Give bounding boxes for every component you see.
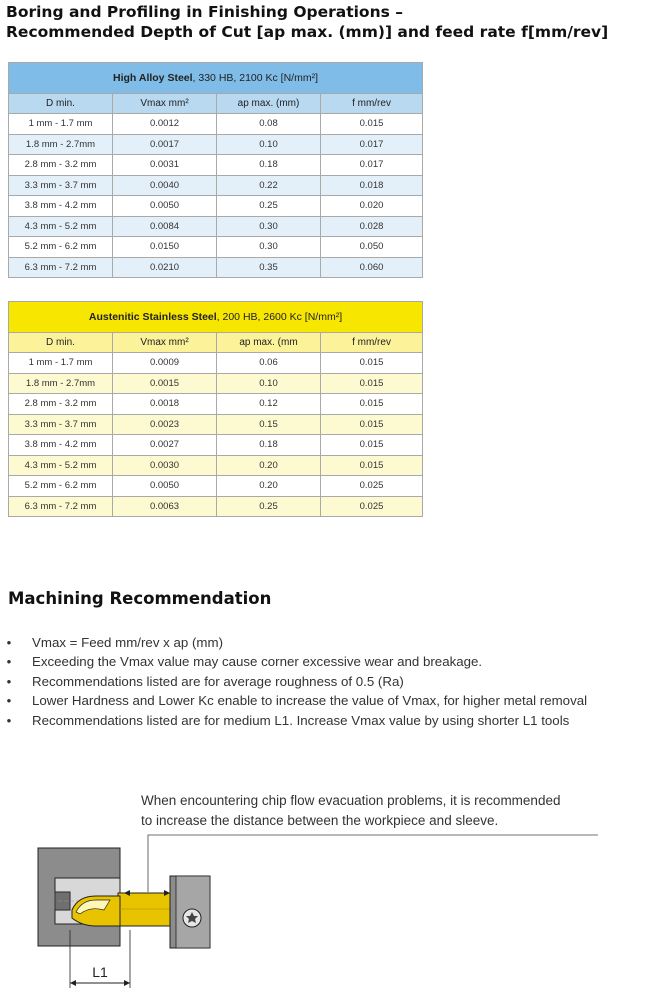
table-row: [9, 455, 423, 476]
column-header-vmax: Vmax mm²: [113, 94, 217, 114]
list-item-text: Recommendations listed are for medium L1. Increase Vmax value by using shorter L1 tools: [32, 712, 570, 728]
bullet-icon: •: [6, 712, 12, 728]
d-min-cell: 6.3 mm - 7.2 mm: [9, 257, 113, 278]
column-header-ap-max: ap max. (mm: [217, 333, 321, 353]
d-min-cell: 4.3 mm - 5.2 mm: [9, 455, 113, 476]
d-min-cell: 2.8 mm - 3.2 mm: [9, 394, 113, 415]
feed-cell: 0.015: [321, 353, 423, 374]
d-min-cell: 5.2 mm - 6.2 mm: [9, 476, 113, 497]
feed-cell: 0.017: [321, 155, 423, 176]
feed-cell: 0.025: [321, 496, 423, 517]
table-caption: [9, 63, 423, 94]
ap-max-cell: 0.08: [217, 114, 321, 135]
vmax-cell: 0.0040: [113, 175, 217, 196]
bullet-icon: •: [6, 635, 12, 650]
feed-cell: 0.015: [321, 414, 423, 435]
list-item-text: Vmax = Feed mm/rev x ap (mm): [32, 635, 223, 650]
feed-cell: 0.015: [321, 114, 423, 135]
ap-max-cell: 0.06: [217, 353, 321, 374]
material-conditions: , 330 HB, 2100 Kc [N/mm²]: [192, 72, 319, 84]
material-name: High Alloy Steel: [113, 72, 193, 84]
table-row: [9, 155, 423, 176]
feed-cell: 0.060: [321, 257, 423, 278]
ap-max-cell: 0.30: [217, 237, 321, 258]
d-min-cell: 1 mm - 1.7 mm: [9, 114, 113, 135]
vmax-cell: 0.0023: [113, 414, 217, 435]
vmax-cell: 0.0150: [113, 237, 217, 258]
ap-max-cell: 0.15: [217, 414, 321, 435]
vmax-cell: 0.0031: [113, 155, 217, 176]
feed-cell: 0.020: [321, 196, 423, 217]
table-row: [9, 114, 423, 135]
feed-cell: 0.015: [321, 394, 423, 415]
ap-max-cell: 0.18: [217, 155, 321, 176]
column-header-feed: f mm/rev: [321, 333, 423, 353]
list-item-text: Exceeding the Vmax value may cause corner excessive wear and breakage.: [32, 654, 483, 670]
table-row: [9, 216, 423, 237]
list-item: [6, 652, 587, 671]
ap-max-cell: 0.22: [217, 175, 321, 196]
feed-cell: 0.015: [321, 435, 423, 456]
chip-flow-note: [141, 791, 560, 831]
table-row: [9, 353, 423, 374]
d-min-cell: 5.2 mm - 6.2 mm: [9, 237, 113, 258]
d-min-cell: 3.8 mm - 4.2 mm: [9, 196, 113, 217]
d-min-cell: 1.8 mm - 2.7mm: [9, 134, 113, 155]
vmax-cell: 0.0027: [113, 435, 217, 456]
ap-max-cell: 0.20: [217, 455, 321, 476]
ap-max-cell: 0.30: [217, 216, 321, 237]
table-row: [9, 257, 423, 278]
d-min-cell: 4.3 mm - 5.2 mm: [9, 216, 113, 237]
page-title-line-1: Boring and Profiling in Finishing Operations –: [6, 3, 403, 21]
vmax-cell: 0.0084: [113, 216, 217, 237]
bullet-icon: •: [6, 693, 12, 709]
table-row: [9, 373, 423, 394]
bullet-icon: •: [6, 673, 12, 689]
material-name: Austenitic Stainless Steel: [88, 311, 217, 323]
ap-max-cell: 0.12: [217, 394, 321, 415]
high-alloy-steel-table: [8, 62, 423, 278]
table-row: [9, 134, 423, 155]
list-item: [6, 691, 587, 710]
table-row: [9, 414, 423, 435]
feed-cell: 0.050: [321, 237, 423, 258]
vmax-cell: 0.0015: [113, 373, 217, 394]
ap-max-cell: 0.35: [217, 257, 321, 278]
page-title: [6, 2, 608, 42]
ap-max-cell: 0.25: [217, 496, 321, 517]
vmax-cell: 0.0050: [113, 196, 217, 217]
column-header-ap-max: ap max. (mm): [217, 94, 321, 114]
feed-cell: 0.025: [321, 476, 423, 497]
tool-sleeve: [170, 876, 210, 948]
chip-flow-note-line-1: When encountering chip flow evacuation problems, it is recommended: [141, 793, 561, 808]
vmax-cell: 0.0018: [113, 394, 217, 415]
d-min-cell: 3.3 mm - 3.7 mm: [9, 175, 113, 196]
d-min-cell: 6.3 mm - 7.2 mm: [9, 496, 113, 517]
ap-max-cell: 0.18: [217, 435, 321, 456]
vmax-cell: 0.0063: [113, 496, 217, 517]
ap-max-cell: 0.20: [217, 476, 321, 497]
d-min-cell: 2.8 mm - 3.2 mm: [9, 155, 113, 176]
column-header-vmax: Vmax mm²: [113, 333, 217, 353]
page-title-line-2: Recommended Depth of Cut [ap max. (mm)] and feed rate f[mm/rev]: [6, 23, 609, 41]
material-conditions: , 200 HB, 2600 Kc [N/mm²]: [216, 311, 343, 323]
chip-flow-note-line-2: to increase the distance between the workpiece and sleeve.: [141, 813, 499, 828]
ap-max-cell: 0.10: [217, 373, 321, 394]
bullet-icon: •: [6, 654, 12, 670]
column-header-d-min: D min.: [9, 94, 113, 114]
feed-cell: 0.015: [321, 373, 423, 394]
vmax-cell: 0.0210: [113, 257, 217, 278]
table-row: [9, 435, 423, 456]
feed-cell: 0.018: [321, 175, 423, 196]
feed-cell: 0.017: [321, 134, 423, 155]
vmax-cell: 0.0017: [113, 134, 217, 155]
l1-label: L1: [92, 964, 108, 980]
column-header-d-min: D min.: [9, 333, 113, 353]
d-min-cell: 3.8 mm - 4.2 mm: [9, 435, 113, 456]
leader-line: [148, 835, 598, 892]
list-item: [6, 633, 587, 652]
list-item-text: Lower Hardness and Lower Kc enable to increase the value of Vmax, for higher metal removal: [32, 693, 588, 709]
feed-cell: 0.015: [321, 455, 423, 476]
feed-cell: 0.028: [321, 216, 423, 237]
list-item-text: Recommendations listed are for average roughness of 0.5 (Ra): [32, 673, 404, 689]
table-row: [9, 394, 423, 415]
ap-max-cell: 0.10: [217, 134, 321, 155]
vmax-cell: 0.0012: [113, 114, 217, 135]
boring-tool: [72, 893, 176, 926]
list-item: [6, 711, 587, 730]
vmax-cell: 0.0050: [113, 476, 217, 497]
vmax-cell: 0.0009: [113, 353, 217, 374]
table-row: [9, 476, 423, 497]
d-min-cell: 1 mm - 1.7 mm: [9, 353, 113, 374]
table-caption: [9, 302, 423, 333]
table-row: [9, 496, 423, 517]
list-item: [6, 672, 587, 691]
table-row: [9, 175, 423, 196]
machining-recommendation-heading: Machining Recommendation: [8, 589, 272, 608]
vmax-cell: 0.0030: [113, 455, 217, 476]
d-min-cell: 1.8 mm - 2.7mm: [9, 373, 113, 394]
column-header-feed: f mm/rev: [321, 94, 423, 114]
d-min-cell: 3.3 mm - 3.7 mm: [9, 414, 113, 435]
recommendation-list: [6, 633, 587, 730]
austenitic-stainless-steel-table: [8, 301, 423, 517]
ap-max-cell: 0.25: [217, 196, 321, 217]
table-row: [9, 237, 423, 258]
table-row: [9, 196, 423, 217]
